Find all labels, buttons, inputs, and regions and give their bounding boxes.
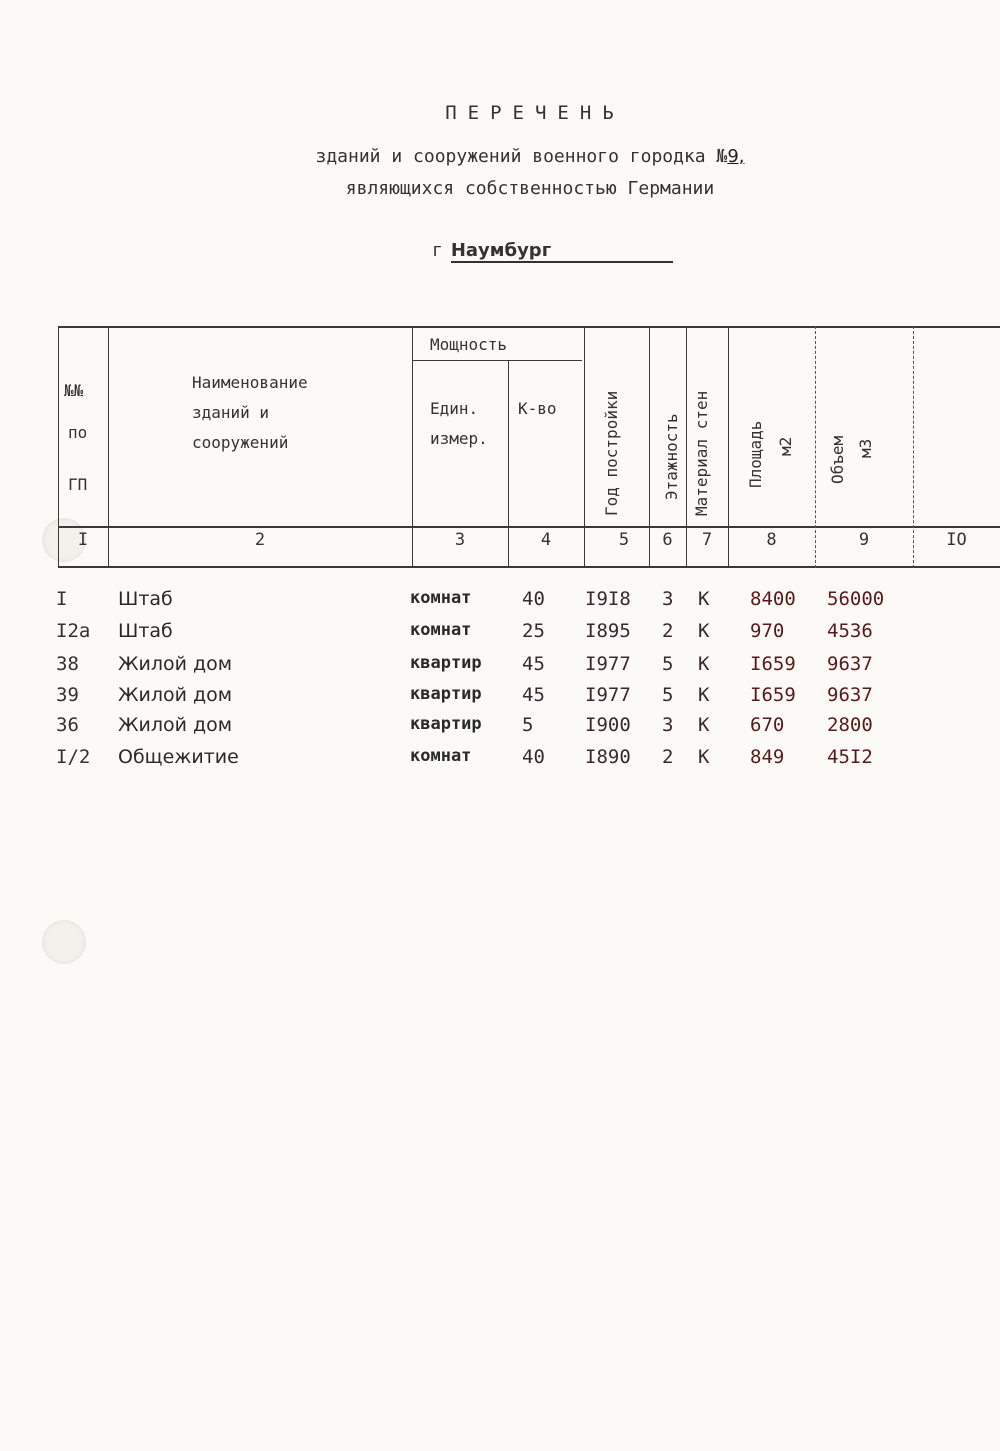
cell-gp: I — [56, 588, 68, 610]
col-number: 3 — [454, 530, 466, 550]
col-number: IO — [946, 530, 967, 550]
table-row — [0, 714, 1000, 746]
col-number: 8 — [766, 530, 777, 550]
cell-unit: комнат — [410, 588, 472, 608]
cell-area: 849 — [750, 746, 785, 768]
col-number: 4 — [540, 530, 552, 550]
cell-year: I900 — [585, 714, 631, 736]
cell-area: 670 — [750, 714, 785, 736]
cell-unit: квартир — [410, 714, 482, 734]
cell-unit: квартир — [410, 653, 482, 673]
punch-hole-bottom — [42, 920, 86, 964]
document-title: ПЕРЕЧЕНЬ — [445, 102, 625, 124]
subtitle-prefix: зданий и сооружений военного городка № — [315, 146, 728, 167]
cell-volume: 4536 — [827, 620, 873, 642]
cell-area: 970 — [750, 620, 785, 642]
power-divider — [412, 360, 582, 361]
cell-name: Штаб — [118, 620, 173, 642]
header-bottom-border — [58, 526, 1000, 528]
header-year: Год постройки — [602, 390, 621, 516]
cell-material: К — [698, 653, 710, 675]
document-subtitle-line2: являющихся собственностью Германии — [345, 178, 715, 199]
cell-floors: 2 — [662, 620, 674, 642]
cell-material: К — [698, 684, 710, 706]
cell-volume: 56000 — [827, 588, 885, 610]
cell-name: Общежитие — [118, 746, 239, 768]
cell-name: Штаб — [118, 588, 173, 610]
cell-gp: I/2 — [56, 746, 91, 768]
cell-floors: 5 — [662, 684, 674, 706]
cell-material: К — [698, 620, 710, 642]
col-number: 5 — [618, 530, 630, 550]
header-material: Материал стен — [692, 390, 711, 516]
col-number: I — [77, 530, 89, 550]
header-name: Наименование зданий и сооружений — [192, 373, 308, 452]
header-top-border — [58, 326, 1000, 328]
cell-year: I977 — [585, 653, 631, 675]
cell-gp: 38 — [56, 653, 79, 675]
city-prefix: г — [432, 240, 443, 261]
header-unit: Един. измер. — [430, 399, 488, 448]
cell-volume: 9637 — [827, 653, 873, 675]
cell-qty: 45 — [522, 684, 545, 706]
cell-qty: 5 — [522, 714, 534, 736]
document-subtitle-line1 — [0, 146, 1000, 167]
cell-year: I895 — [585, 620, 631, 642]
header-gp-line2: по — [68, 423, 88, 442]
cell-area: I659 — [750, 653, 796, 675]
cell-unit: комнат — [410, 620, 472, 640]
header-volume: Объем — [828, 435, 847, 484]
col-number: 2 — [254, 530, 266, 550]
header-area: Площадь — [746, 420, 765, 488]
cell-material: К — [698, 714, 710, 736]
table-row — [0, 684, 1000, 716]
cell-volume: 9637 — [827, 684, 873, 706]
cell-material: К — [698, 588, 710, 610]
cell-area: 8400 — [750, 588, 796, 610]
table-row — [0, 746, 1000, 778]
header-qty: К-во — [518, 399, 557, 418]
table-row — [0, 653, 1000, 685]
header-volume-unit: м3 — [856, 438, 875, 458]
cell-floors: 3 — [662, 588, 674, 610]
cell-floors: 5 — [662, 653, 674, 675]
cell-qty: 45 — [522, 653, 545, 675]
cell-name: Жилой дом — [118, 684, 233, 706]
cell-qty: 40 — [522, 588, 545, 610]
cell-volume: 45I2 — [827, 746, 873, 768]
cell-area: I659 — [750, 684, 796, 706]
header-floors: Этажность — [662, 413, 681, 500]
cell-gp: 36 — [56, 714, 79, 736]
cell-qty: 40 — [522, 746, 545, 768]
cell-qty: 25 — [522, 620, 545, 642]
city-name: Наумбург — [451, 240, 673, 263]
numbers-bottom-border — [58, 566, 1000, 568]
col-number: 6 — [662, 530, 673, 550]
cell-floors: 3 — [662, 714, 674, 736]
cell-volume: 2800 — [827, 714, 873, 736]
cell-unit: квартир — [410, 684, 482, 704]
col-number: 9 — [858, 530, 870, 550]
cell-gp: I2a — [56, 620, 91, 642]
cell-unit: комнат — [410, 746, 472, 766]
col-number: 7 — [701, 530, 713, 550]
cell-name: Жилой дом — [118, 714, 233, 736]
header-area-unit: м2 — [776, 436, 795, 456]
city-line — [432, 240, 673, 263]
header-gp-line3: ГП — [68, 475, 88, 494]
cell-year: I977 — [585, 684, 631, 706]
cell-name: Жилой дом — [118, 653, 233, 675]
cell-year: I890 — [585, 746, 631, 768]
cell-floors: 2 — [662, 746, 674, 768]
cell-material: К — [698, 746, 710, 768]
header-gp-line1: №№ — [64, 381, 84, 400]
table-row — [0, 588, 1000, 620]
town-number: 9, — [727, 146, 745, 167]
header-power: Мощность — [430, 335, 508, 354]
cell-gp: 39 — [56, 684, 79, 706]
cell-year: I9I8 — [585, 588, 631, 610]
table-row — [0, 620, 1000, 652]
